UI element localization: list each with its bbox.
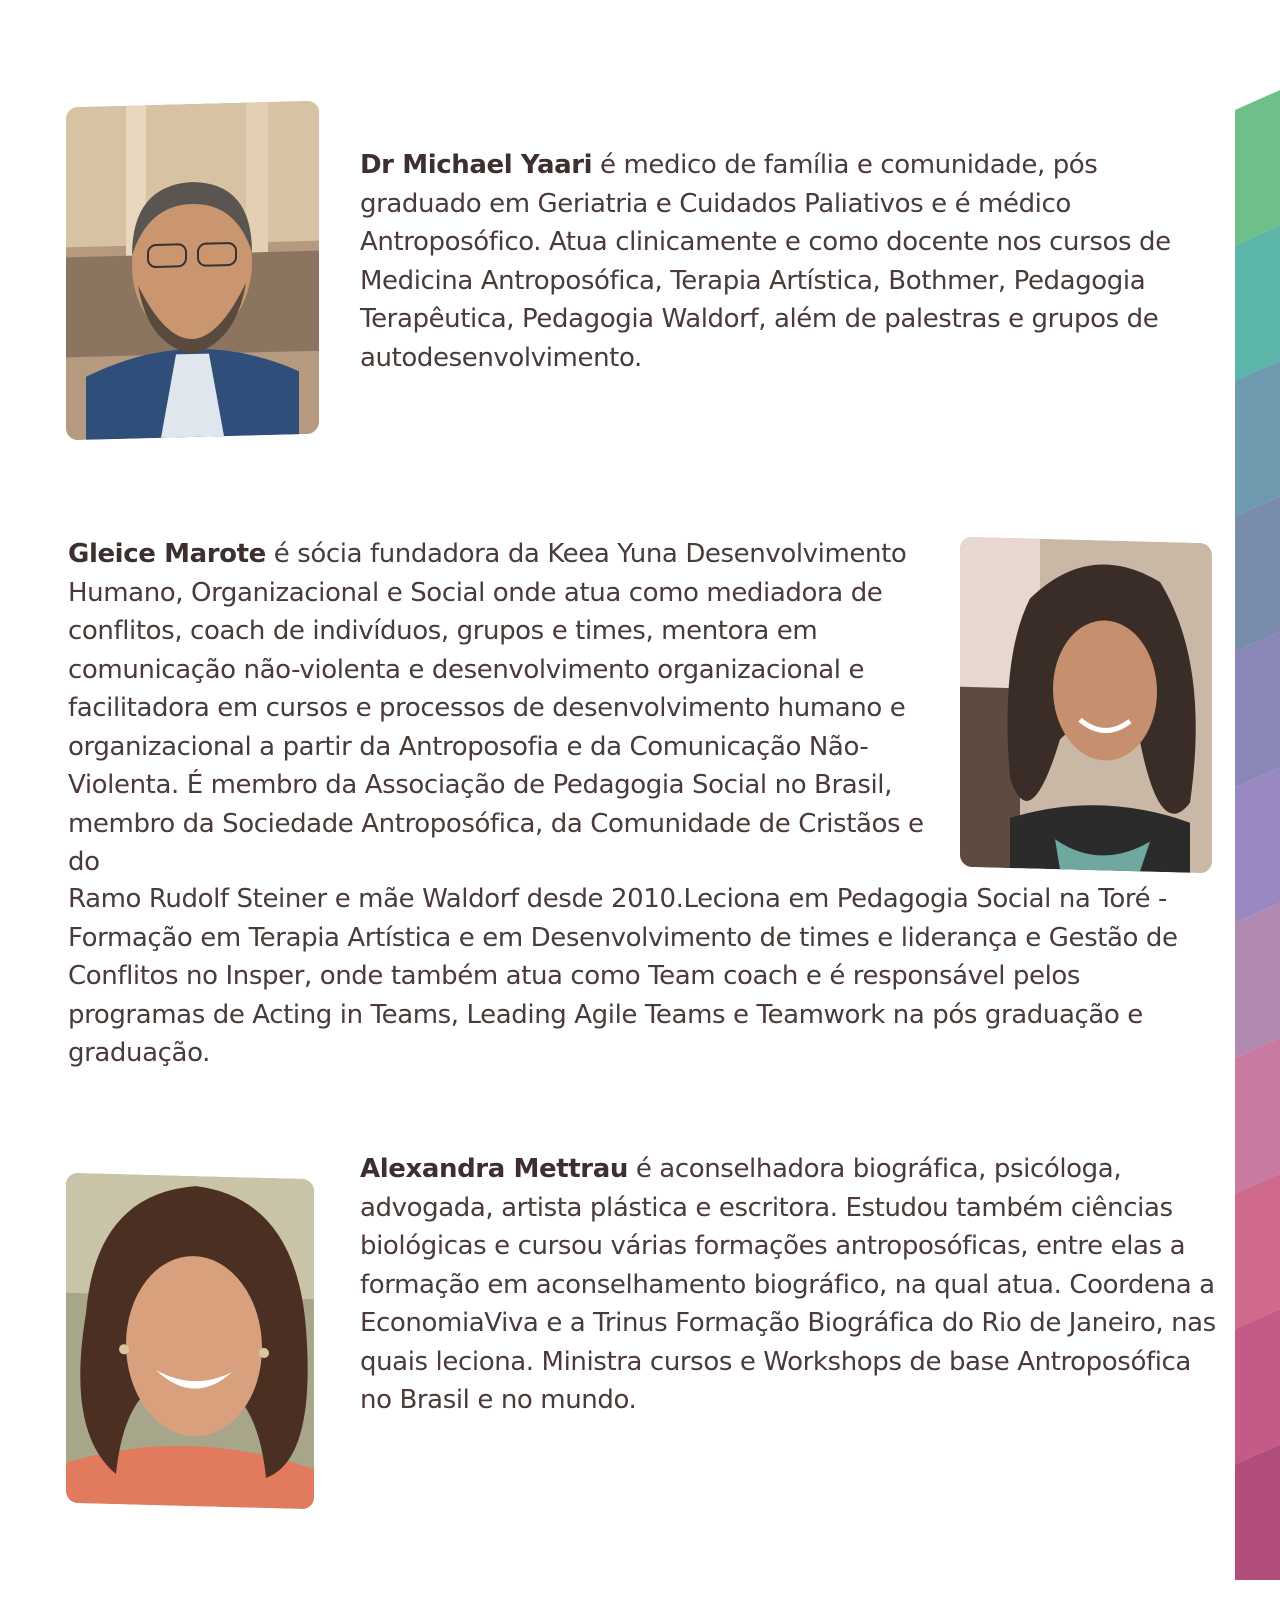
ribbon-segment: [1235, 1309, 1280, 1464]
photo-gleice-marote: [960, 537, 1212, 874]
ribbon-segment: [1235, 361, 1280, 516]
ribbon-segment: [1235, 632, 1280, 787]
ribbon-segment: [1235, 225, 1280, 380]
bio-text-alexandra-mettrau: é aconselhadora biográfica, psicóloga, advogada, artista plástica e escritora. Estudou também ciências biológicas e cursou várias formações antroposóficas, entre elas a formação em aconselhamento biográfico, na qual atua. Coordena a EconomiaViva e a Trinus Formação Biográfica do Rio de Janeiro, nas quais leciona. Ministra cursos e Workshops de base Antroposófica no Brasil e no mundo.: [360, 1154, 1216, 1415]
photo-alexandra-mettrau: [66, 1173, 314, 1509]
bio-gleice-marote-continued: [68, 880, 1208, 1073]
ribbon-segment: [1235, 496, 1280, 651]
bio-alexandra-mettrau: [360, 1150, 1220, 1420]
ribbon-segment: [1235, 903, 1280, 1058]
photo-michael-yaari: [66, 101, 319, 441]
name-gleice-marote: Gleice Marote: [68, 539, 266, 569]
bio-michael-yaari: [360, 146, 1220, 377]
bio-gleice-marote: [68, 535, 948, 882]
bio-text-michael-yaari: é medico de família e comunidade, pós graduado em Geriatria e Cuidados Paliativos e é médico Antroposófico. Atua clinicamente e como docente nos cursos de Medicina Antroposófica, Terapia Artística, Bothmer, Pedagogia Terapêutica, Pedagogia Waldorf, além de palestras e grupos de autodesenvolvimento.: [360, 150, 1171, 373]
bio-text-gleice-marote-part2: Ramo Rudolf Steiner e mãe Waldorf desde 2010.Leciona em Pedagogia Social na Toré - Formação em Terapia Artística e em Desenvolvimento de times e liderança e Gestão de Conflitos no Insper, onde também atua como Team coach e é responsável pelos programas de Acting in Teams, Leading Agile Teams e Teamwork na pós graduação e graduação.: [68, 884, 1178, 1068]
name-alexandra-mettrau: Alexandra Mettrau: [360, 1154, 628, 1184]
name-michael-yaari: Dr Michael Yaari: [360, 150, 593, 180]
ribbon-segment: [1235, 90, 1280, 245]
bio-text-gleice-marote-part1: é sócia fundadora da Keea Yuna Desenvolvimento Humano, Organizacional e Social onde atua como mediadora de conflitos, coach de indivíduos, grupos e times, mentora em comunicação não-violenta e desenvolvimento organizacional e facilitadora em cursos e processos de desenvolvimento humano e organizacional a partir da Antroposofia e da Comunicação Não-Violenta. É membro da Associação de Pedagogia Social no Brasil, membro da Sociedade Antroposófica, da Comunidade de Cristãos e do: [68, 539, 924, 877]
ribbon-segment: [1235, 1174, 1280, 1329]
ribbon-segment: [1235, 1445, 1280, 1580]
ribbon-segment: [1235, 1038, 1280, 1193]
ribbon-segment: [1235, 767, 1280, 922]
decorative-side-ribbon: [1235, 90, 1280, 1580]
